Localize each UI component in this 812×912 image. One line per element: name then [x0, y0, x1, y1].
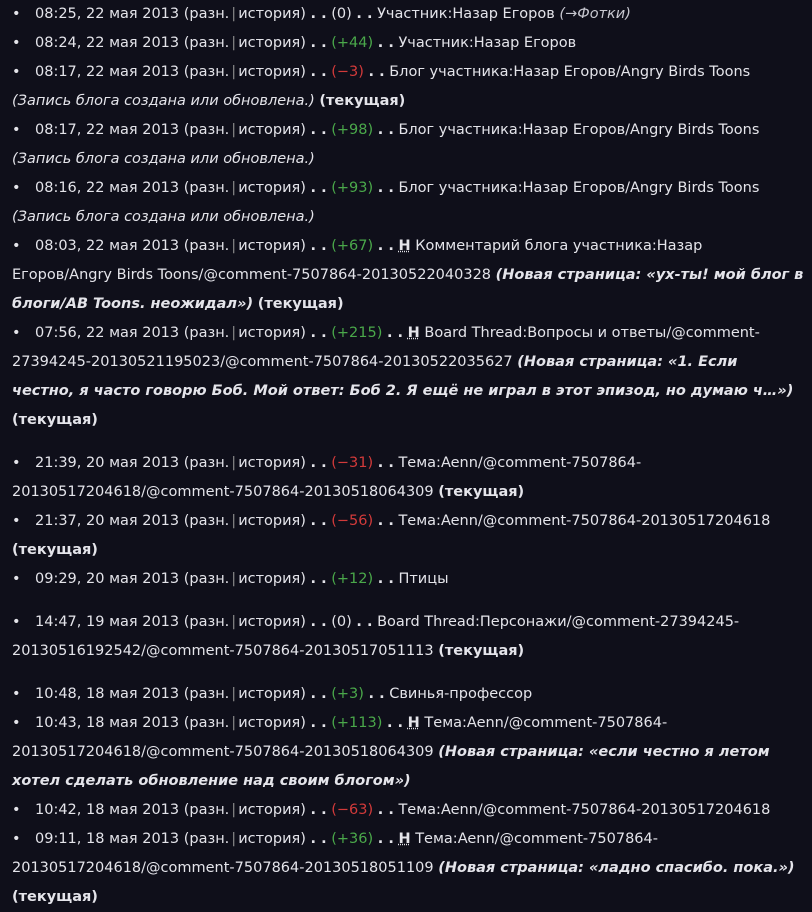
- spacer: [0, 666, 812, 680]
- edit-summary: (Новая страница: «ух-ты! мой блог в блоги/AB Toons. неожидал»): [12, 267, 804, 312]
- dots-separator: . .: [310, 64, 327, 80]
- bullet-icon: [12, 507, 35, 536]
- size-delta: (+98): [331, 122, 374, 138]
- separator: |: [231, 513, 237, 529]
- dots-separator: . .: [310, 614, 327, 630]
- diff-link[interactable]: разн.: [189, 686, 230, 702]
- dots-separator: . .: [377, 802, 394, 818]
- dots-separator: . .: [310, 325, 327, 341]
- dots-separator: . .: [310, 6, 327, 22]
- dots-separator: . .: [310, 802, 327, 818]
- diff-link[interactable]: разн.: [189, 614, 230, 630]
- diff-link[interactable]: разн.: [189, 64, 230, 80]
- list-item: •09:29, 20 мая 2013 (разн. | история) . . (+12) . . Птицы: [0, 565, 812, 594]
- history-link[interactable]: история: [238, 6, 301, 22]
- separator: |: [231, 686, 237, 702]
- diff-link[interactable]: разн.: [189, 455, 230, 471]
- size-delta: (+93): [331, 180, 374, 196]
- history-link[interactable]: история: [238, 614, 301, 630]
- page-link[interactable]: Блог участника:Назар Егоров/Angry Birds Toons: [398, 180, 760, 196]
- diff-link[interactable]: разн.: [189, 35, 230, 51]
- history-link[interactable]: история: [238, 571, 301, 587]
- page-link[interactable]: Блог участника:Назар Егоров/Angry Birds Toons: [398, 122, 760, 138]
- dots-separator: . .: [377, 180, 394, 196]
- page-link[interactable]: Блог участника:Назар Егоров/Angry Birds Toons: [389, 64, 751, 80]
- timestamp-link[interactable]: 09:29, 20 мая 2013: [35, 571, 180, 587]
- page-link[interactable]: Тема:Aenn/@comment-7507864-20130517204618/@comment-7507864-20130518064309: [12, 455, 642, 500]
- separator: |: [231, 325, 237, 341]
- dots-separator: . .: [310, 180, 327, 196]
- dots-separator: . .: [356, 614, 373, 630]
- history-link[interactable]: история: [238, 513, 301, 529]
- dots-separator: . .: [310, 686, 327, 702]
- size-delta: (−63): [331, 802, 374, 818]
- blog-note: (Запись блога создана или обновлена.): [12, 93, 315, 109]
- bullet-icon: [12, 0, 35, 29]
- edit-summary: (Новая страница: «1. Если честно, я часто говорю Боб. Мой ответ: Боб 2. Я ещё не играл в этот эпизод, но думаю ч…»): [12, 354, 794, 399]
- list-item: •08:25, 22 мая 2013 (разн. | история) . . (0) . . Участник:Назар Егоров (→Фотки): [0, 0, 812, 29]
- timestamp-link[interactable]: 21:39, 20 мая 2013: [35, 455, 180, 471]
- timestamp-link[interactable]: 08:16, 22 мая 2013: [35, 180, 180, 196]
- bullet-icon: [12, 565, 35, 594]
- list-item: •10:48, 18 мая 2013 (разн. | история) . . (+3) . . Свинья-профессор: [0, 680, 812, 709]
- dots-separator: . .: [377, 455, 394, 471]
- size-delta: (−31): [331, 455, 374, 471]
- page-link[interactable]: Board Thread:Персонажи/@comment-27394245-20130516192542/@comment-7507864-20130517051113: [12, 614, 740, 659]
- edit-summary: (Новая страница: «ладно спасибо. пока.»): [438, 860, 795, 876]
- size-delta: (+3): [331, 686, 364, 702]
- current-badge: (текущая): [438, 484, 525, 500]
- dots-separator: . .: [310, 513, 327, 529]
- list-item: •10:42, 18 мая 2013 (разн. | история) . . (−63) . . Тема:Aenn/@comment-7507864-20130517204618: [0, 796, 812, 825]
- list-item: •08:03, 22 мая 2013 (разн. | история) . . (+67) . . Н Комментарий блога участника:Назар Егоров/Angry Birds Toons/@comment-7507864-20130522040328 (Новая страница: «ух-ты! мой блог в блоги/AB Toons. неожидал») (текущая): [0, 232, 812, 319]
- separator: |: [231, 35, 237, 51]
- page-link[interactable]: Участник:Назар Егоров: [377, 6, 555, 22]
- bullet-icon: [12, 825, 35, 854]
- history-link[interactable]: история: [238, 715, 301, 731]
- diff-link[interactable]: разн.: [189, 325, 230, 341]
- timestamp-link[interactable]: 10:48, 18 мая 2013: [35, 686, 180, 702]
- diff-link[interactable]: разн.: [189, 180, 230, 196]
- timestamp-link[interactable]: 08:17, 22 мая 2013: [35, 122, 180, 138]
- dots-separator: . .: [310, 238, 327, 254]
- bullet-icon: [12, 319, 35, 348]
- bullet-icon: [12, 29, 35, 58]
- size-delta: (0): [331, 6, 352, 22]
- edit-summary: (→Фотки): [559, 6, 631, 22]
- list-item: •08:17, 22 мая 2013 (разн. | история) . . (−3) . . Блог участника:Назар Егоров/Angry Birds Toons (Запись блога создана или обновлена.) (текущая): [0, 58, 812, 116]
- list-item: •08:16, 22 мая 2013 (разн. | история) . . (+93) . . Блог участника:Назар Егоров/Angry Birds Toons (Запись блога создана или обновлена.): [0, 174, 812, 232]
- dots-separator: . .: [310, 571, 327, 587]
- size-delta: (0): [331, 614, 352, 630]
- dots-separator: . .: [377, 831, 394, 847]
- size-delta: (+12): [331, 571, 374, 587]
- current-badge: (текущая): [257, 296, 344, 312]
- timestamp-link[interactable]: 07:56, 22 мая 2013: [35, 325, 180, 341]
- page-link[interactable]: Свинья-профессор: [389, 686, 533, 702]
- timestamp-link[interactable]: 08:17, 22 мая 2013: [35, 64, 180, 80]
- size-delta: (−56): [331, 513, 374, 529]
- diff-link[interactable]: разн.: [189, 831, 230, 847]
- dots-separator: . .: [356, 6, 373, 22]
- history-link[interactable]: история: [238, 35, 301, 51]
- timestamp-link[interactable]: 08:25, 22 мая 2013: [35, 6, 180, 22]
- current-badge: (текущая): [438, 643, 525, 659]
- list-item: •21:39, 20 мая 2013 (разн. | история) . . (−31) . . Тема:Aenn/@comment-7507864-20130517204618/@comment-7507864-20130518064309 (текущая): [0, 449, 812, 507]
- timestamp-link[interactable]: 14:47, 19 мая 2013: [35, 614, 180, 630]
- bullet-icon: [12, 116, 35, 145]
- timestamp-link[interactable]: 10:42, 18 мая 2013: [35, 802, 180, 818]
- size-delta: (−3): [331, 64, 364, 80]
- size-delta: (+36): [331, 831, 374, 847]
- history-link[interactable]: история: [238, 686, 301, 702]
- history-link[interactable]: история: [238, 180, 301, 196]
- spacer: [0, 435, 812, 449]
- dots-separator: . .: [386, 715, 404, 731]
- separator: |: [231, 614, 237, 630]
- dots-separator: . .: [310, 35, 327, 51]
- dots-separator: . .: [386, 325, 404, 341]
- current-badge: (текущая): [12, 542, 98, 558]
- history-link[interactable]: история: [238, 455, 301, 471]
- dots-separator: . .: [310, 455, 327, 471]
- diff-link[interactable]: разн.: [189, 513, 230, 529]
- diff-link[interactable]: разн.: [189, 6, 230, 22]
- separator: |: [231, 6, 237, 22]
- diff-link[interactable]: разн.: [189, 122, 230, 138]
- bullet-icon: [12, 58, 35, 87]
- dots-separator: . .: [368, 64, 385, 80]
- page-link[interactable]: Тема:Aenn/@comment-7507864-20130517204618: [398, 802, 771, 818]
- page-link[interactable]: Тема:Aenn/@comment-7507864-20130517204618: [398, 513, 771, 529]
- history-link[interactable]: история: [238, 238, 301, 254]
- bullet-icon: [12, 680, 35, 709]
- current-badge: (текущая): [319, 93, 406, 109]
- separator: |: [231, 455, 237, 471]
- diff-link[interactable]: разн.: [189, 571, 230, 587]
- current-badge: (текущая): [12, 889, 98, 905]
- page-link[interactable]: Тема:Aenn/@comment-7507864-20130517204618/@comment-7507864-20130518051109: [12, 831, 658, 876]
- list-item: •08:24, 22 мая 2013 (разн. | история) . . (+44) . . Участник:Назар Егоров: [0, 29, 812, 58]
- blog-note: (Запись блога создана или обновлена.): [12, 151, 315, 167]
- timestamp-link[interactable]: 21:37, 20 мая 2013: [35, 513, 180, 529]
- edit-summary: (Новая страница: «если честно я летом хотел сделать обновление над своим блогом»): [12, 744, 770, 789]
- history-link[interactable]: история: [238, 325, 301, 341]
- page-link[interactable]: Тема:Aenn/@comment-7507864-20130517204618/@comment-7507864-20130518064309: [12, 715, 668, 760]
- new-page-flag: Н: [398, 831, 411, 847]
- timestamp-link[interactable]: 08:24, 22 мая 2013: [35, 35, 180, 51]
- dots-separator: . .: [377, 35, 394, 51]
- timestamp-link[interactable]: 09:11, 18 мая 2013: [35, 831, 180, 847]
- history-link[interactable]: история: [238, 802, 301, 818]
- dots-separator: . .: [310, 831, 327, 847]
- history-link[interactable]: история: [238, 64, 301, 80]
- page-link[interactable]: Board Thread:Вопросы и ответы/@comment-27394245-20130521195023/@comment-7507864-20130522035627: [12, 325, 760, 370]
- list-item: •09:11, 18 мая 2013 (разн. | история) . . (+36) . . Н Тема:Aenn/@comment-7507864-20130517204618/@comment-7507864-20130518051109 (Новая страница: «ладно спасибо. пока.») (текущая): [0, 825, 812, 912]
- bullet-icon: [12, 174, 35, 203]
- new-page-flag: Н: [398, 238, 411, 254]
- current-badge: (текущая): [12, 412, 98, 428]
- list-item: •14:47, 19 мая 2013 (разн. | история) . . (0) . . Board Thread:Персонажи/@comment-27394245-20130516192542/@comment-7507864-20130517051113 (текущая): [0, 608, 812, 666]
- bullet-icon: [12, 608, 35, 637]
- list-item: •10:43, 18 мая 2013 (разн. | история) . . (+113) . . Н Тема:Aenn/@comment-7507864-20130517204618/@comment-7507864-20130518064309 (Новая страница: «если честно я летом хотел сделать обновление над своим блогом»): [0, 709, 812, 796]
- size-delta: (+215): [331, 325, 383, 341]
- bullet-icon: [12, 709, 35, 738]
- timestamp-link[interactable]: 08:03, 22 мая 2013: [35, 238, 180, 254]
- separator: |: [231, 180, 237, 196]
- dots-separator: . .: [377, 513, 394, 529]
- bullet-icon: [12, 449, 35, 478]
- dots-separator: . .: [310, 122, 327, 138]
- new-page-flag: Н: [407, 325, 420, 341]
- page-link[interactable]: Участник:Назар Егоров: [398, 35, 577, 51]
- separator: |: [231, 122, 237, 138]
- diff-link[interactable]: разн.: [189, 802, 230, 818]
- bullet-icon: [12, 796, 35, 825]
- blog-note: (Запись блога создана или обновлена.): [12, 209, 315, 225]
- separator: |: [231, 238, 237, 254]
- dots-separator: . .: [310, 715, 327, 731]
- separator: |: [231, 64, 237, 80]
- dots-separator: . .: [368, 686, 385, 702]
- new-page-flag: Н: [407, 715, 420, 731]
- separator: |: [231, 802, 237, 818]
- dots-separator: . .: [377, 122, 394, 138]
- diff-link[interactable]: разн.: [189, 715, 230, 731]
- bullet-icon: [12, 232, 35, 261]
- size-delta: (+67): [331, 238, 374, 254]
- page-link[interactable]: Птицы: [398, 571, 449, 587]
- size-delta: (+113): [331, 715, 383, 731]
- dots-separator: . .: [377, 571, 394, 587]
- diff-link[interactable]: разн.: [189, 238, 230, 254]
- history-link[interactable]: история: [238, 831, 301, 847]
- separator: |: [231, 831, 237, 847]
- separator: |: [231, 715, 237, 731]
- list-item: •08:17, 22 мая 2013 (разн. | история) . . (+98) . . Блог участника:Назар Егоров/Angry Birds Toons (Запись блога создана или обновлена.): [0, 116, 812, 174]
- list-item: •07:56, 22 мая 2013 (разн. | история) . . (+215) . . Н Board Thread:Вопросы и ответы/@comment-27394245-20130521195023/@comment-7507864-20130522035627 (Новая страница: «1. Если честно, я часто говорю Боб. Мой ответ: Боб 2. Я ещё не играл в этот эпизод, но думаю ч…») (текущая): [0, 319, 812, 435]
- dots-separator: . .: [377, 238, 394, 254]
- spacer: [0, 594, 812, 608]
- history-link[interactable]: история: [238, 122, 301, 138]
- page-link[interactable]: Комментарий блога участника:Назар Егоров/Angry Birds Toons/@comment-7507864-20130522040328: [12, 238, 703, 283]
- separator: |: [231, 571, 237, 587]
- size-delta: (+44): [331, 35, 374, 51]
- timestamp-link[interactable]: 10:43, 18 мая 2013: [35, 715, 180, 731]
- list-item: •21:37, 20 мая 2013 (разн. | история) . . (−56) . . Тема:Aenn/@comment-7507864-20130517204618 (текущая): [0, 507, 812, 565]
